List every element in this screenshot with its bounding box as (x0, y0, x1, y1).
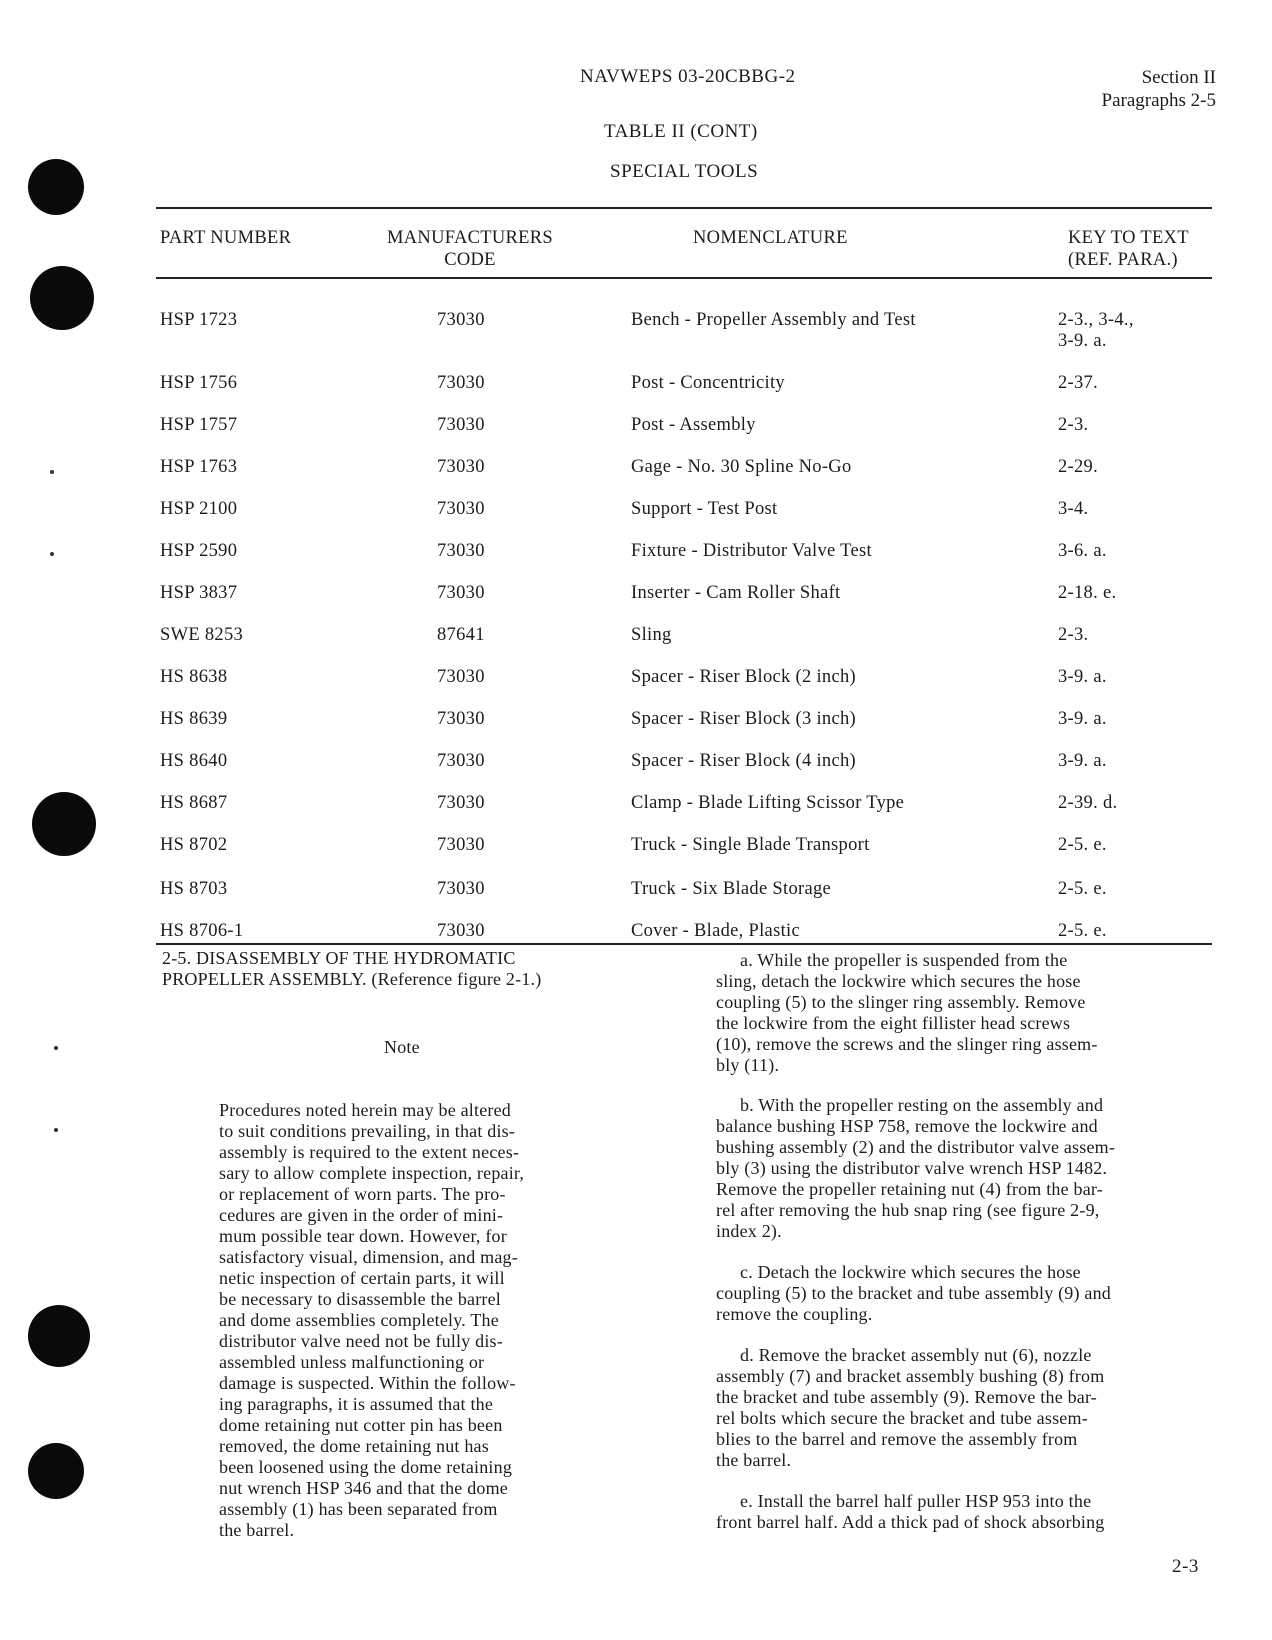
cell-nomenclature: Truck - Six Blade Storage (631, 879, 832, 899)
note-line: been loosened using the dome retaining (219, 1457, 513, 1477)
cell-key-to-text: 2-29. (1058, 457, 1099, 477)
cell-part-number: HS 8640 (160, 751, 228, 771)
binder-hole (32, 792, 96, 856)
note-line: and dome assemblies completely. The (219, 1310, 499, 1330)
cell-key-to-text: 2-3. (1058, 415, 1089, 435)
note-body (219, 1100, 619, 1541)
cell-part-number: HS 8702 (160, 835, 228, 855)
note-line: satisfactory visual, dimension, and mag- (219, 1247, 518, 1267)
paragraph-line: blies to the barrel and remove the assembly from (716, 1429, 1078, 1449)
paragraph-line: assembly (7) and bracket assembly bushing (8) from (716, 1366, 1105, 1386)
section-label: Section II (1141, 67, 1216, 88)
cell-nomenclature: Truck - Single Blade Transport (631, 835, 870, 855)
cell-key-to-text: 3-9. a. (1058, 751, 1107, 771)
cell-mfr-code: 73030 (437, 541, 485, 561)
note-line: damage is suspected. Within the follow- (219, 1373, 516, 1393)
cell-mfr-code: 73030 (437, 457, 485, 477)
cell-part-number: HS 8687 (160, 793, 228, 813)
paragraph-line: (10), remove the screws and the slinger ring assem- (716, 1034, 1098, 1054)
note-line: mum possible tear down. However, for (219, 1226, 507, 1246)
cell-nomenclature: Sling (631, 625, 672, 645)
paragraph-line: Remove the propeller retaining nut (4) from the bar- (716, 1179, 1103, 1199)
cell-mfr-code: 73030 (437, 751, 485, 771)
cell-mfr-code: 73030 (437, 879, 485, 899)
cell-nomenclature: Post - Assembly (631, 415, 756, 435)
col-header-key-line2: (REF. PARA.) (1068, 250, 1178, 270)
table-header-rule (156, 277, 1212, 279)
paragraph-line: coupling (5) to the bracket and tube assembly (9) and (716, 1283, 1111, 1303)
cell-part-number: HSP 1723 (160, 310, 238, 330)
table-title: TABLE II (CONT) (604, 121, 758, 142)
paragraph-line: the barrel. (716, 1450, 792, 1470)
cell-part-number: HSP 3837 (160, 583, 238, 603)
cell-part-number: HSP 2590 (160, 541, 238, 561)
note-line: removed, the dome retaining nut has (219, 1436, 489, 1456)
cell-mfr-code: 73030 (437, 415, 485, 435)
cell-key-to-text: 2-3., 3-4., 3-9. a. (1058, 310, 1134, 351)
note-line: assembled unless malfunctioning or (219, 1352, 485, 1372)
paragraph-line: bushing assembly (2) and the distributor valve assem- (716, 1137, 1116, 1157)
paragraph-line: front barrel half. Add a thick pad of shock absorbing (716, 1512, 1105, 1532)
note-line: assembly is required to the extent neces- (219, 1142, 520, 1162)
paragraph-line: rel after removing the hub snap ring (see figure 2-9, (716, 1200, 1100, 1220)
col-header-key-to-text (1068, 227, 1189, 271)
cell-part-number: HSP 1756 (160, 373, 238, 393)
paragraph-line: b. With the propeller resting on the assembly and (740, 1095, 1104, 1115)
paragraph-line: coupling (5) to the slinger ring assembly. Remove (716, 992, 1086, 1012)
cell-key-to-text: 2-3. (1058, 625, 1089, 645)
col-header-part-number: PART NUMBER (160, 228, 292, 248)
paragraph-c (716, 1262, 1216, 1325)
cell-nomenclature: Spacer - Riser Block (2 inch) (631, 667, 856, 687)
binder-hole (30, 266, 94, 330)
cell-part-number: HSP 2100 (160, 499, 238, 519)
cell-nomenclature: Cover - Blade, Plastic (631, 921, 800, 941)
paragraph-line: remove the coupling. (716, 1304, 873, 1324)
paragraph-line: rel bolts which secure the bracket and tube assem- (716, 1408, 1088, 1428)
cell-mfr-code: 73030 (437, 709, 485, 729)
binder-hole (28, 1443, 84, 1499)
cell-nomenclature: Gage - No. 30 Spline No-Go (631, 457, 852, 477)
cell-mfr-code: 73030 (437, 499, 485, 519)
margin-mark (50, 552, 54, 556)
paragraph-b (716, 1095, 1216, 1242)
col-header-mfr-line1: MANUFACTURERS (387, 228, 553, 248)
paragraph-line: bly (11). (716, 1055, 780, 1075)
section-reference (1102, 66, 1217, 112)
cell-mfr-code: 73030 (437, 793, 485, 813)
paragraph-line: balance bushing HSP 758, remove the lockwire and (716, 1116, 1098, 1136)
cell-nomenclature: Clamp - Blade Lifting Scissor Type (631, 793, 905, 813)
cell-nomenclature: Inserter - Cam Roller Shaft (631, 583, 841, 603)
cell-part-number: HS 8638 (160, 667, 228, 687)
paragraph-line: c. Detach the lockwire which secures the hose (740, 1262, 1081, 1282)
section-heading-line: PROPELLER ASSEMBLY. (Reference figure 2-1.) (162, 969, 542, 989)
page-number: 2-3 (1172, 1556, 1199, 1577)
note-line: be necessary to disassemble the barrel (219, 1289, 501, 1309)
cell-key-to-text: 2-5. e. (1058, 835, 1107, 855)
cell-part-number: HSP 1763 (160, 457, 238, 477)
cell-mfr-code: 73030 (437, 373, 485, 393)
binder-hole (28, 1305, 90, 1367)
note-title: Note (384, 1037, 420, 1057)
cell-mfr-code: 73030 (437, 921, 485, 941)
cell-nomenclature: Spacer - Riser Block (4 inch) (631, 751, 856, 771)
margin-mark (50, 470, 54, 474)
col-header-key-line1: KEY TO TEXT (1068, 228, 1189, 248)
cell-key-to-text: 2-5. e. (1058, 879, 1107, 899)
note-line: to suit conditions prevailing, in that dis- (219, 1121, 516, 1141)
paragraph-line: the lockwire from the eight fillister head screws (716, 1013, 1071, 1033)
cell-part-number: SWE 8253 (160, 625, 244, 645)
table-subtitle: SPECIAL TOOLS (610, 161, 759, 182)
cell-mfr-code: 73030 (437, 667, 485, 687)
note-line: ing paragraphs, it is assumed that the (219, 1394, 494, 1414)
margin-mark (54, 1128, 58, 1132)
cell-key-to-text: 3-9. a. (1058, 667, 1107, 687)
paragraph-line: index 2). (716, 1221, 782, 1241)
note-line: the barrel. (219, 1520, 295, 1540)
paragraph-line: e. Install the barrel half puller HSP 953 into the (740, 1491, 1092, 1511)
col-header-mfr-line2: CODE (444, 250, 496, 270)
paragraph-line: bly (3) using the distributor valve wrench HSP 1482. (716, 1158, 1108, 1178)
paragraph-line: sling, detach the lockwire which secures the hose (716, 971, 1081, 991)
cell-mfr-code: 73030 (437, 583, 485, 603)
table-top-rule (156, 207, 1212, 209)
cell-nomenclature: Post - Concentricity (631, 373, 785, 393)
note-line: nut wrench HSP 346 and that the dome (219, 1478, 508, 1498)
cell-key-to-text: 2-5. e. (1058, 921, 1107, 941)
cell-mfr-code: 73030 (437, 835, 485, 855)
cell-key-to-text: 3-9. a. (1058, 709, 1107, 729)
paragraph-line: d. Remove the bracket assembly nut (6), nozzle (740, 1345, 1092, 1365)
col-header-mfr-code (380, 227, 560, 271)
col-header-nomenclature: NOMENCLATURE (693, 228, 848, 248)
cell-part-number: HSP 1757 (160, 415, 238, 435)
cell-nomenclature: Spacer - Riser Block (3 inch) (631, 709, 856, 729)
cell-part-number: HS 8703 (160, 879, 228, 899)
paragraphs-label: Paragraphs 2-5 (1101, 90, 1216, 111)
margin-mark (54, 1046, 58, 1050)
note-line: netic inspection of certain parts, it will (219, 1268, 505, 1288)
note-line: assembly (1) has been separated from (219, 1499, 498, 1519)
cell-part-number: HS 8639 (160, 709, 228, 729)
section-heading (162, 948, 662, 990)
cell-key-to-text: 2-18. e. (1058, 583, 1117, 603)
paragraph-a (716, 950, 1216, 1076)
cell-key-to-text: 2-39. d. (1058, 793, 1118, 813)
note-line: or replacement of worn parts. The pro- (219, 1184, 506, 1204)
cell-key-to-text: 3-6. a. (1058, 541, 1107, 561)
cell-nomenclature: Support - Test Post (631, 499, 778, 519)
note-line: Procedures noted herein may be altered (219, 1100, 511, 1120)
cell-nomenclature: Fixture - Distributor Valve Test (631, 541, 872, 561)
section-heading-line: 2-5. DISASSEMBLY OF THE HYDROMATIC (162, 948, 516, 968)
cell-part-number: HS 8706-1 (160, 921, 244, 941)
cell-mfr-code: 73030 (437, 310, 485, 330)
note-line: distributor valve need not be fully dis- (219, 1331, 503, 1351)
cell-key-to-text: 2-37. (1058, 373, 1099, 393)
paragraph-line: the bracket and tube assembly (9). Remove the bar- (716, 1387, 1098, 1407)
note-line: cedures are given in the order of mini- (219, 1205, 504, 1225)
paragraph-e (716, 1491, 1216, 1533)
doc-number: NAVWEPS 03-20CBBG-2 (580, 66, 796, 87)
table-bottom-rule (156, 943, 1212, 945)
cell-key-to-text: 3-4. (1058, 499, 1089, 519)
cell-mfr-code: 87641 (437, 625, 485, 645)
note-line: sary to allow complete inspection, repair, (219, 1163, 525, 1183)
paragraph-d (716, 1345, 1216, 1471)
cell-nomenclature: Bench - Propeller Assembly and Test (631, 310, 916, 330)
paragraph-line: a. While the propeller is suspended from the (740, 950, 1068, 970)
note-line: dome retaining nut cotter pin has been (219, 1415, 503, 1435)
binder-hole (28, 159, 84, 215)
